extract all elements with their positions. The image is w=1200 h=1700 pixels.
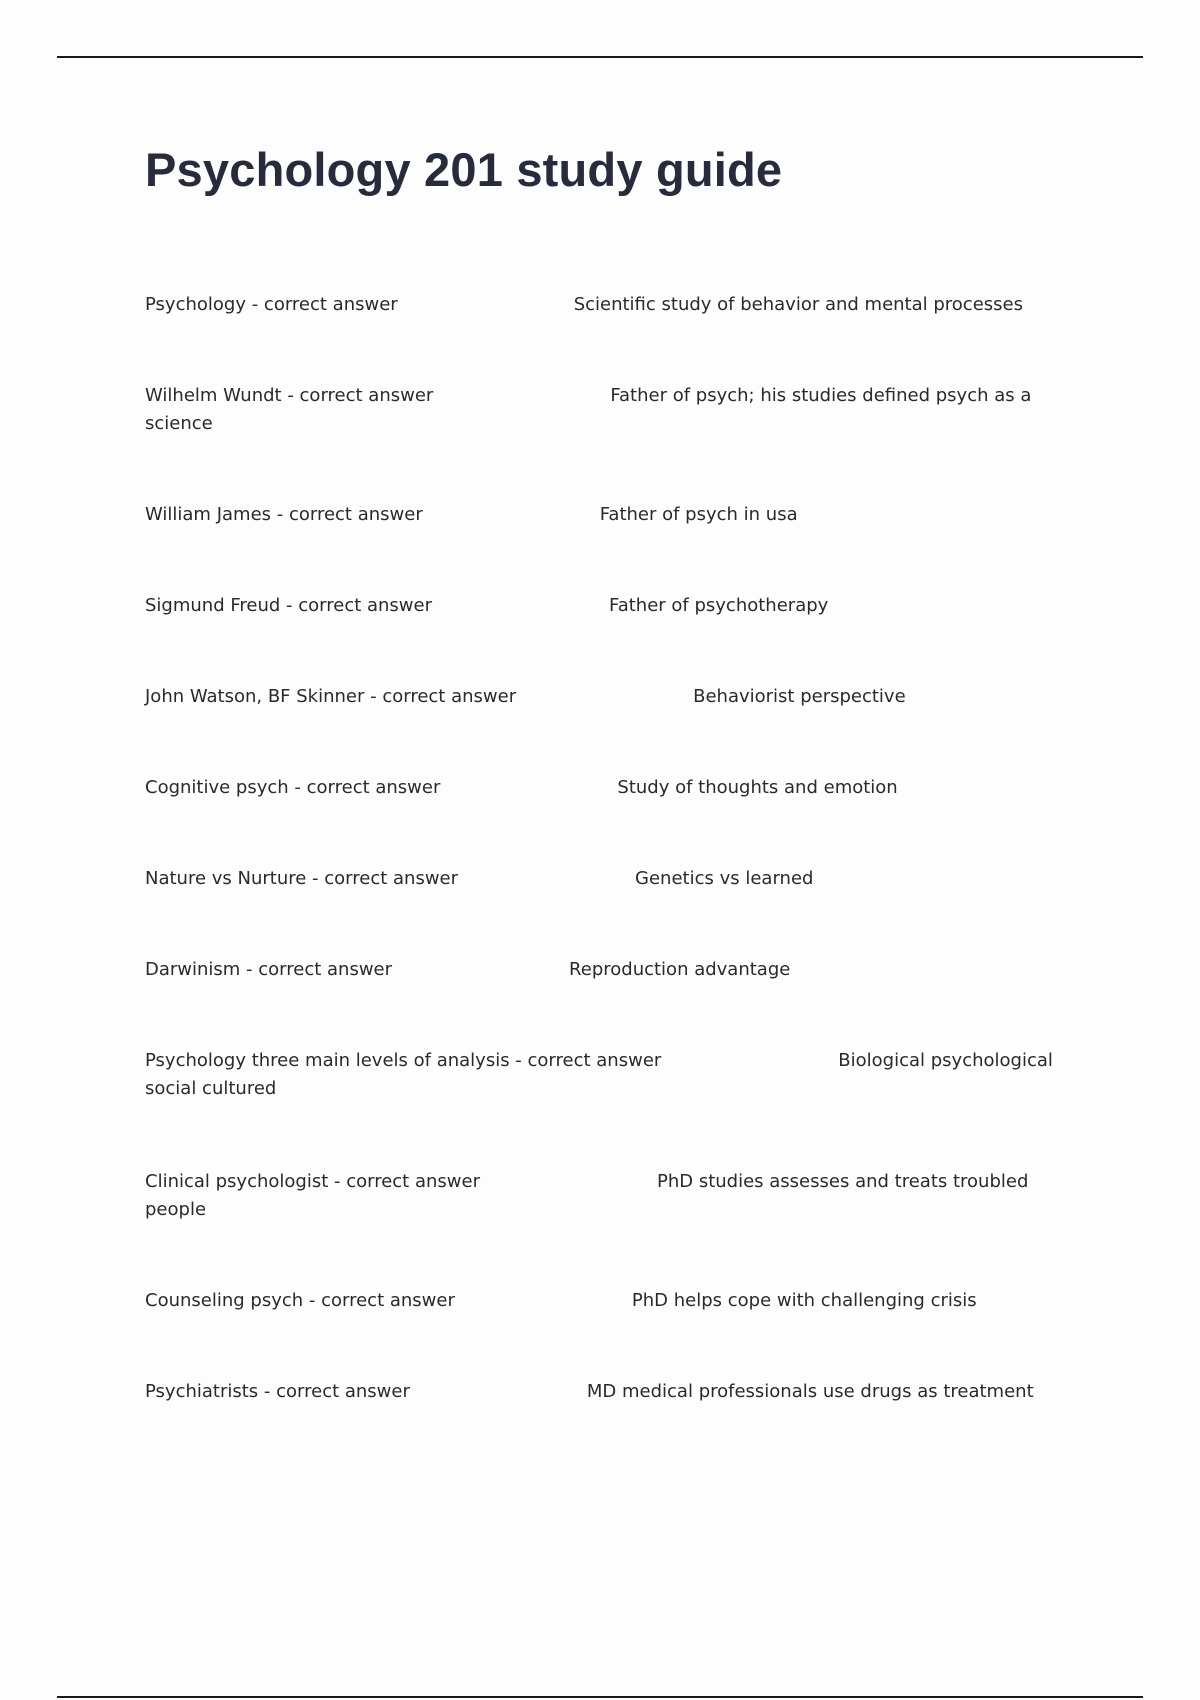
flashcard <box>145 683 1075 711</box>
flashcard <box>145 1047 1075 1103</box>
flashcard <box>145 1168 1075 1224</box>
flashcard-definition: Study of thoughts and emotion <box>617 777 898 798</box>
flashcard-definition: MD medical professionals use drugs as treatment <box>586 1381 1034 1402</box>
flashcard-term: Psychology - correct answer <box>145 294 398 315</box>
flashcard <box>145 865 1075 893</box>
flashcard-definition: Father of psychotherapy <box>609 595 829 616</box>
flashcard <box>145 291 1075 319</box>
flashcard-term: Nature vs Nurture - correct answer <box>145 868 459 889</box>
flashcard <box>145 1287 1075 1315</box>
flashcard-definition: Reproduction advantage <box>569 959 791 980</box>
flashcard <box>145 1378 1075 1406</box>
flashcard-definition: Scientific study of behavior and mental processes <box>573 294 1023 315</box>
bottom-divider <box>57 1696 1143 1698</box>
flashcard-term: William James - correct answer <box>145 504 423 525</box>
flashcard-definition: Genetics vs learned <box>635 868 814 889</box>
flashcard-definition: Behaviorist perspective <box>693 686 906 707</box>
flashcard-term: John Watson, BF Skinner - correct answer <box>145 686 517 707</box>
top-divider <box>57 56 1143 58</box>
flashcard <box>145 956 1075 984</box>
flashcard <box>145 501 1075 529</box>
flashcard-term: Psychiatrists - correct answer <box>145 1381 410 1402</box>
flashcard <box>145 774 1075 802</box>
flashcard-term: Counseling psych - correct answer <box>145 1290 455 1311</box>
flashcard-term: Darwinism - correct answer <box>145 959 393 980</box>
flashcard <box>145 382 1075 438</box>
document-title: Psychology 201 study guide <box>145 143 783 196</box>
flashcard-term: Sigmund Freud - correct answer <box>145 595 433 616</box>
flashcard-definition: Father of psych; his studies defined psych as a science <box>145 385 1038 434</box>
flashcard-term: Cognitive psych - correct answer <box>145 777 441 798</box>
flashcard-definition: PhD studies assesses and treats troubled people <box>145 1171 1035 1220</box>
flashcard-definition: Father of psych in usa <box>599 504 798 525</box>
flashcard-definition: Biological psychological social cultured <box>145 1050 1059 1099</box>
flashcard-term: Psychology three main levels of analysis - correct answer <box>145 1050 662 1071</box>
flashcard-definition: PhD helps cope with challenging crisis <box>631 1290 977 1311</box>
flashcard-term: Clinical psychologist - correct answer <box>145 1171 480 1192</box>
flashcard <box>145 592 1075 620</box>
flashcard-term: Wilhelm Wundt - correct answer <box>145 385 434 406</box>
